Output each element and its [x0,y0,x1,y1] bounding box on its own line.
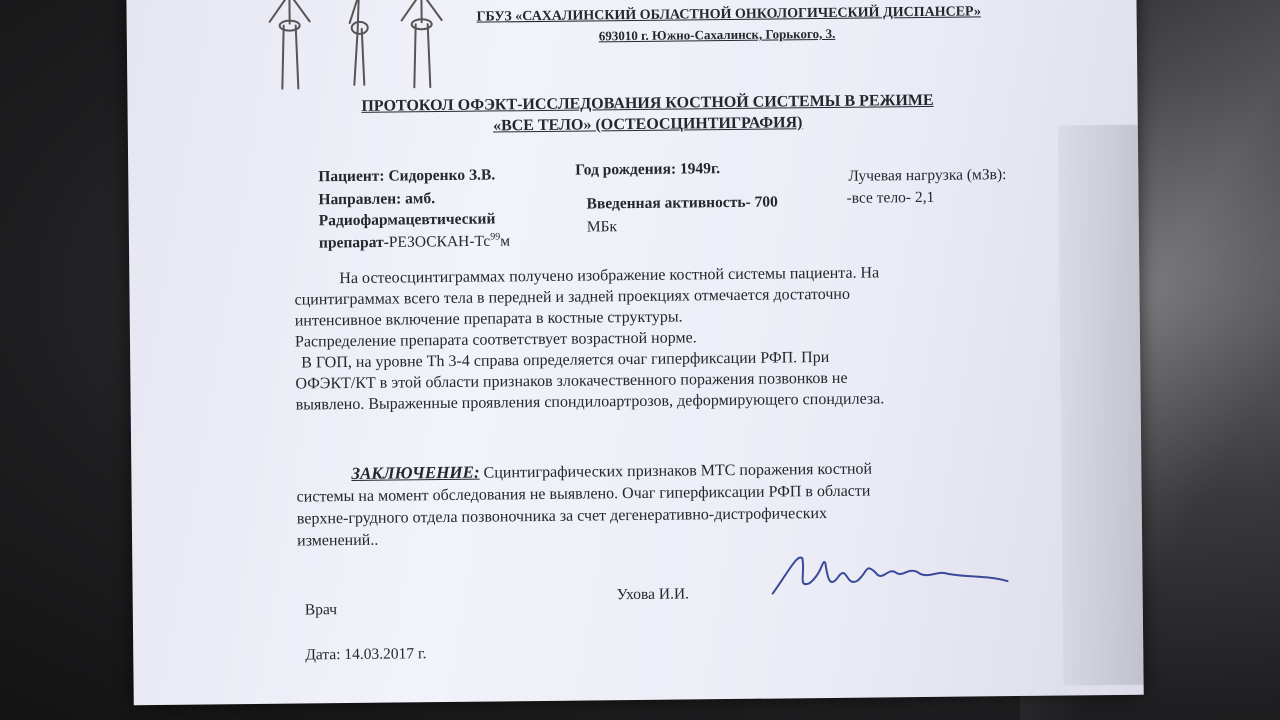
organization-name: ГБУЗ «САХАЛИНСКИЙ ОБЛАСТНОЙ ОНКОЛОГИЧЕСКИЙ ДИСПАНСЕР» [476,4,981,25]
findings-line: интенсивное включение препарата в костные структуры. [294,308,683,330]
rfp-label-line-2: препарат- [318,233,389,252]
doctor-name: Ухова И.И. [616,585,690,604]
findings-block [294,261,1055,416]
conclusion-heading: ЗАКЛЮЧЕНИЕ: [351,462,480,483]
skeleton-illustration [261,0,462,94]
activity-unit: МБк [586,218,618,236]
patient-row [318,166,495,186]
doctor-label: Врач [304,601,338,619]
conclusion-text: Сцинтиграфических признаков МТС поражения костной [483,460,873,482]
rfp-row [319,231,510,252]
findings-line: выявлено. Выраженные проявления спондилоартрозов, деформирующего спондилеза. [295,390,885,414]
dose-value: -все тело- 2,1 [846,188,935,207]
birth-year: 1949г. [679,160,721,178]
referred-value: амб. [405,190,436,208]
doctor-signature [767,541,1018,604]
findings-line: сцинтиграммах всего тела в передней и задней проекциях отмечается достаточно [294,285,851,309]
rfp-superscript: 99 [490,231,501,243]
findings-line: ОФЭКТ/КТ в этой области признаков злокачественного поражения позвонков не [295,369,848,393]
report-sheet [126,0,1143,705]
dose-label: Лучевая нагрузка (мЗв): [848,166,1007,185]
referred-label: Направлен: [318,190,402,209]
rfp-value: РЕЗОСКАН-Тс [388,232,491,251]
findings-line: На остеосцинтиграммах получено изображение костной системы пациента. На [339,264,880,288]
findings-line: В ГОП, на уровне Th 3-4 справа определяется очаг гиперфиксации РФП. При [301,348,830,372]
conclusion-line: верхне-грудного отдела позвоночника за счет дегенеративно-дистрофических [296,504,828,528]
birth-row [575,160,720,180]
activity-row [586,193,777,213]
patient-label: Пациент: [318,167,385,186]
protocol-title-line-2: «ВСЕ ТЕЛО» (ОСТЕОСЦИНТИГРАФИЯ) [492,114,803,135]
findings-line: Распределение препарата соответствует возрастной норме. [294,329,697,351]
rfp-suffix: м [500,232,511,250]
organization-address: 693010 г. Южно-Сахалинск, Горького, 3. [598,25,836,44]
report-date: Дата: 14.03.2017 г. [305,645,427,664]
activity-value: 700 [754,193,778,211]
protocol-title [317,89,977,138]
skeleton-figure-side [349,0,368,85]
rfp-label-line-1: Радиофармацевтический [318,210,496,230]
patient-name: Сидоренко З.В. [388,166,496,185]
skeleton-figure-back [401,0,442,87]
referred-row [318,190,435,209]
conclusion-line: системы на момент обследования не выявлено. Очаг гиперфиксации РФП в области [296,482,871,506]
paper-fold-shadow [1058,125,1144,686]
skeleton-figure-front [269,0,310,89]
birth-label: Год рождения: [575,160,677,179]
activity-label: Введенная активность- [586,193,751,213]
conclusion-line: изменений.. [296,531,379,550]
protocol-title-line-1: ПРОТОКОЛ ОФЭКТ-ИССЛЕДОВАНИЯ КОСТНОЙ СИСТЕМЫ В РЕЖИМЕ [361,91,934,115]
conclusion-block [296,456,1057,553]
